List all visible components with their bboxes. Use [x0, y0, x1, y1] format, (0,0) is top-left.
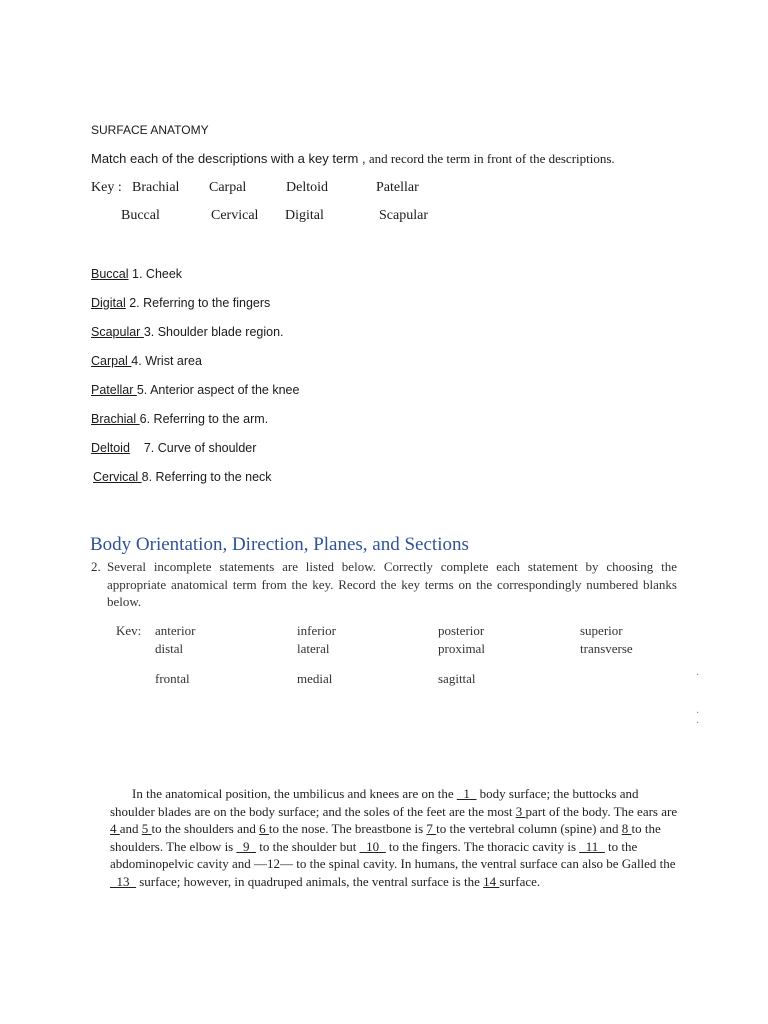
key-term-scapular: Scapular	[379, 208, 428, 223]
answer-desc: 3. Shoulder blade region.	[143, 325, 284, 339]
instruction-text	[91, 151, 615, 167]
para-text: to the shoulders and	[151, 821, 260, 836]
key-term-deltoid: Deltoid	[286, 180, 328, 195]
key-term-patellar: Patellar	[376, 180, 419, 195]
blank-13: _13_	[110, 873, 136, 889]
blank-10: _10_	[359, 838, 386, 854]
answer-desc: 6. Referring to the arm.	[139, 412, 269, 426]
answer-desc: 4. Wrist area	[131, 354, 202, 368]
key2-lateral: lateral	[297, 641, 330, 656]
blank-6: 6	[259, 821, 269, 836]
answer-desc: 8. Referring to the neck	[141, 470, 272, 484]
key2-distal: distal	[155, 641, 184, 656]
key2-proximal: proximal	[438, 641, 485, 656]
para-text: to the abdominopelvic cavity and —12— to the spinal cavity. In humans, the ventral surface can also be Galled the	[110, 838, 676, 871]
answer-term: Patellar	[91, 383, 137, 397]
blank-3: 3	[515, 803, 526, 819]
blank-11: _11_	[579, 838, 605, 854]
key2-medial: medial	[297, 671, 333, 686]
key2-inferior: inferior	[297, 623, 336, 638]
key2-transverse: transverse	[580, 641, 633, 656]
blank-7: 7	[426, 821, 437, 836]
blank-1: _1_	[456, 786, 477, 801]
answer-term: Carpal	[91, 354, 132, 368]
margin-mark: ·	[696, 670, 700, 681]
blank-5: 5	[141, 821, 152, 836]
key-prefix: Key :	[91, 180, 122, 195]
answer-row-3	[91, 325, 284, 339]
key2-sagittal: sagittal	[438, 671, 476, 686]
margin-mark: ·	[696, 718, 700, 729]
key-term-carpal: Carpal	[209, 180, 247, 195]
answer-row-4	[91, 354, 202, 368]
answer-row-2	[91, 296, 270, 310]
para-text: body surface; the buttocks and shoulder blades are on the body surface; and the soles of the feet are the most	[110, 786, 639, 819]
section-heading-body-orientation: Body Orientation, Direction, Planes, and Sections	[90, 534, 469, 555]
para-text: to the vertebral column (spine) and	[436, 821, 622, 836]
para-text: part of the body. The ears are	[525, 803, 678, 819]
answer-term: Digital	[91, 296, 126, 310]
instruction-plain: and record the term in front of the descriptions.	[365, 151, 615, 166]
key2-anterior: anterior	[155, 623, 196, 638]
answer-row-7	[91, 441, 256, 455]
para-text: surface.	[499, 873, 541, 889]
key-term-brachial: Brachial	[132, 180, 180, 195]
answer-row-8	[93, 470, 272, 484]
key-term-buccal: Buccal	[121, 208, 160, 223]
instruction-bold: Match each of the descriptions with a key term ,	[91, 151, 366, 166]
key-term-digital: Digital	[285, 208, 324, 223]
answer-row-5	[91, 383, 299, 397]
para-text: to the shoulder but	[256, 838, 360, 854]
question-2	[91, 558, 677, 611]
key2-posterior: posterior	[438, 623, 485, 638]
answer-term: Buccal	[91, 267, 129, 281]
fill-in-paragraph	[110, 785, 680, 890]
answer-desc: 5. Anterior aspect of the knee	[136, 383, 300, 397]
para-text: to the shoulders. The elbow is	[110, 821, 661, 854]
key2-frontal: frontal	[155, 671, 190, 686]
answer-term: Brachial	[91, 412, 140, 426]
answer-desc: 1. Cheek	[132, 267, 183, 281]
answer-desc: 2. Referring to the fingers	[129, 296, 271, 310]
blank-8: 8	[621, 821, 632, 836]
answer-term: Cervical	[93, 470, 142, 484]
para-text: In the anatomical position, the umbilicus and knees are on the	[132, 786, 457, 801]
para-text: to the nose. The breastbone is	[268, 821, 427, 836]
answer-row-6	[91, 412, 268, 426]
answer-row-1	[91, 267, 182, 281]
section-title-surface-anatomy: SURFACE ANATOMY	[91, 123, 209, 137]
question-number: 2.	[91, 559, 101, 574]
key2-superior: superior	[580, 623, 623, 638]
answer-term: Scapular	[91, 325, 144, 339]
para-text: to the fingers. The thoracic cavity is	[385, 838, 580, 854]
blank-14: 14	[483, 873, 500, 889]
answer-desc: 7. Curve of shoulder	[143, 441, 257, 455]
key-label: Kev:	[116, 623, 142, 638]
blank-4: 4	[110, 821, 120, 836]
blank-9: _9_	[236, 838, 256, 854]
key-term-cervical: Cervical	[211, 208, 259, 223]
answer-term: Deltoid	[91, 441, 130, 455]
para-text: surface; however, in quadruped animals, the ventral surface is the	[136, 873, 484, 889]
question-text: Several incomplete statements are listed below. Correctly complete each statement by choosing the appropriate anatomical term from the key. Record the key terms on the correspondingly numbered blanks below.	[107, 559, 677, 609]
para-text: and	[119, 821, 142, 836]
margin-mark: ·	[696, 708, 700, 719]
